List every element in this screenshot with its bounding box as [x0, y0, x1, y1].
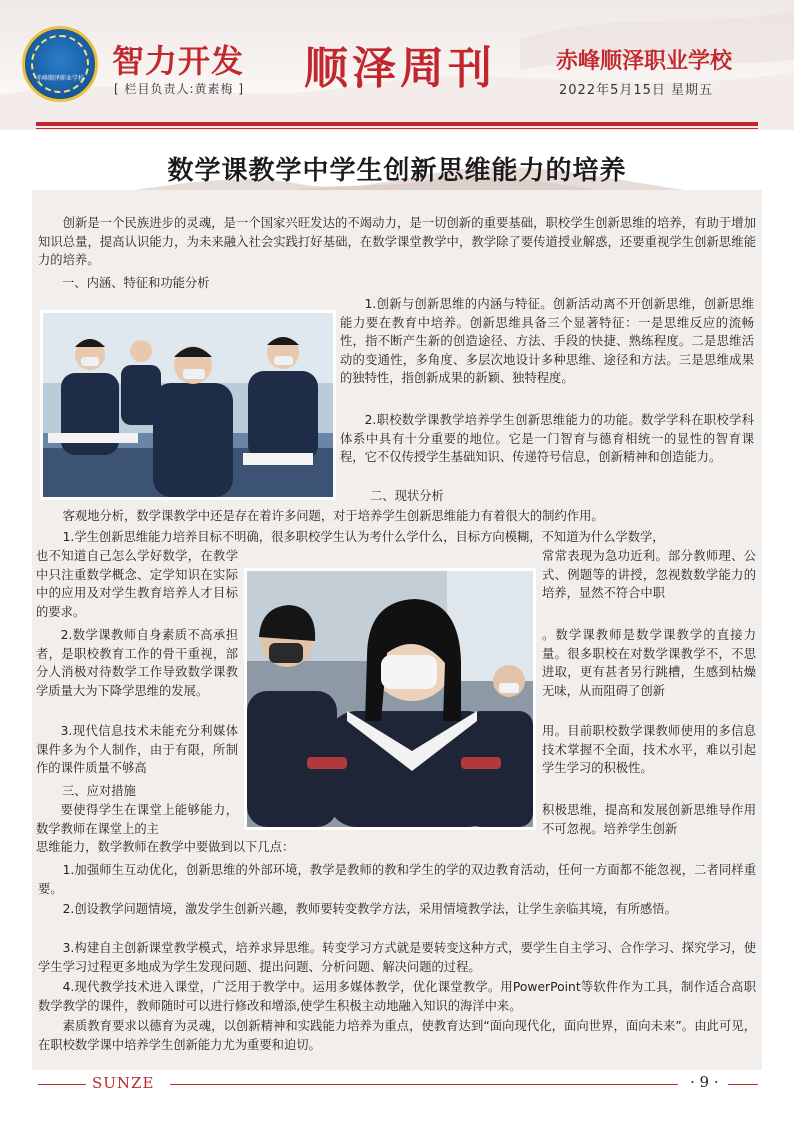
- measure-4: 4.现代教学技术进入课堂，广泛用于教学中。运用多媒体教学，优化课堂教学。用PowerPoint等软件作为工具，制作适合高职数学教学的课件，教师随时可以进行修改和增添,使学生积极主动地融入知识的海洋中来。: [38, 980, 756, 1013]
- paragraph-measures-right: 积极思维，提高和发展创新思维导作用不可忽视。培养学生创新: [542, 803, 756, 836]
- heading-1: 一、内涵、特征和功能分析: [62, 276, 210, 290]
- page-header: [0, 0, 794, 130]
- paragraph-teacher-quality-left: 2.数学课教师自身素质不高承担者，是职校教育工作的骨干重视，部分人消极对待数学工作导致数学课教学质量大为下降学思维的发展。: [36, 628, 238, 698]
- conclusion-paragraph: 素质教育要求以德育为灵魂，以创新精神和实践能力培养为重点，使教育达到“面向现代化，面向世界，面向未来”。由此可见，在职校数学课中培养学生创新能力尤为重要和迫切。: [38, 1019, 756, 1052]
- masthead-title: 顺泽周刊: [304, 43, 496, 94]
- classroom-photo-1-image: [43, 313, 333, 497]
- measure-1: 1.加强师生互动优化，创新思维的外部环境，教学是教师的教和学生的学的双边教育活动，任何一方面都不能忽视，二者同样重要。: [38, 863, 756, 896]
- school-logo: [22, 26, 98, 102]
- paragraph-goal-unclear-left: 也不知道自己怎么学好数学，在教学中只注重数学概念、定学知识在实际中的应用及对学生教育培养人才目标的要求。: [36, 549, 238, 619]
- intro-paragraph: 创新是一个民族进步的灵魂，是一个国家兴旺发达的不竭动力，是一切创新的重要基础，职校学生创新思维的培养，有助于增加知识总量，提高认识能力，为未来融入社会实践打好基础，在数学课堂教学中，教学除了要传道授业解惑，还要重视学生创新思维能力的培养。: [38, 216, 756, 267]
- paragraph-tech-left: 3.现代信息技术未能充分利媒体课件多为个人制作，由于有限，所制作的课件质量不够高: [36, 724, 238, 775]
- heading-3: 三、应对措施: [62, 784, 136, 798]
- classroom-photo-2: [244, 568, 536, 830]
- issue-date: 2022年5月15日 星期五: [559, 83, 714, 98]
- paragraph-measures-left: 要使得学生在课堂上能够能力，数学教师在课堂上的主: [36, 803, 238, 836]
- paragraph-measures-tail: 思维能力，数学教师在教学中要做到以下几点：: [36, 840, 295, 854]
- paragraph-goal-unclear-right: 常常表现为急功近利。部分教师理、公式、例题等的讲授，忽视数数学能力的培养，显然不符合中职: [542, 549, 756, 600]
- measure-3: 3.构建自主创新课堂教学模式，培养求异思维。转变学习方式就是要转变这种方式，要学生自主学习、合作学习、探究学习，使学生学习过程更多地成为学生发现问题、提出问题、分析问题、解决问题的过程。: [38, 941, 756, 974]
- paragraph-status: 客观地分析，数学课教学中还是存在着许多问题，对于培养学生创新思维能力有着很大的制约作用。: [62, 509, 604, 523]
- classroom-photo-1: [40, 310, 336, 500]
- paragraph-teacher-quality-right: 。数学课教师是数学课教学的直接力量。很多职校在对数学课教学不，不思进取，更有甚者另行跳槽，生感到枯燥无味，从而阻碍了创新: [542, 628, 756, 698]
- paragraph-innovation-features: 1.创新与创新思维的内涵与特征。创新活动离不开创新思维，创新思维能力要在教育中培养。创新思维具备三个显著特征：一是思维反应的流畅性，指不断产生新的创造途径、方法、手段的快捷、熟练程度。二是思维活动的变通性，多角度、多层次地设计多种思维、途径和方法。三是思维成果的独特性，指创新成果的新颖、独特程度。: [340, 297, 754, 385]
- article-title: 数学课教学中学生创新思维能力的培养: [167, 156, 627, 186]
- paragraph-function: 2.职校数学课教学培养学生创新思维能力的功能。数学学科在职校学科体系中具有十分重要的地位。它是一门智育与德育相统一的显性的智育课程，它不仅传授学生基础知识、传递符号信息，创新精神和创造能力。: [340, 413, 754, 464]
- footer-rule-left: [38, 1084, 86, 1085]
- footer-rule-middle: [170, 1084, 678, 1085]
- footer-rule-right: [728, 1084, 758, 1085]
- logo-school-name: 赤峰顺泽职业学校: [35, 75, 84, 82]
- paragraph-tech-right: 用。目前职校数学课教师使用的多信息技术掌握不全面，技术水平，难以引起学生学习的积极性。: [542, 724, 756, 775]
- school-name: 赤峰顺泽职业学校: [556, 49, 733, 74]
- measure-2: 2.创设教学问题情境，激发学生创新兴趣，教师要转变教学方法，采用情境教学法，让学生亲临其境，有所感悟。: [62, 902, 677, 916]
- header-rule-thin: [36, 128, 758, 129]
- section-name: 智力开发: [112, 42, 245, 80]
- classroom-photo-2-image: [247, 571, 533, 827]
- header-rule: [36, 122, 758, 126]
- footer-brand: SUNZE: [92, 1074, 155, 1092]
- column-editor: [ 栏目负责人:黄素梅 ]: [114, 82, 245, 96]
- page-number: · 9 ·: [690, 1073, 719, 1091]
- paragraph-goal-unclear: 1.学生创新思维能力培养目标不明确，很多职校学生认为考什么学什么，目标方向模糊，不知道为什么学数学，: [62, 530, 665, 544]
- heading-2: 二、现状分析: [370, 489, 444, 503]
- logo-ring: [31, 35, 89, 93]
